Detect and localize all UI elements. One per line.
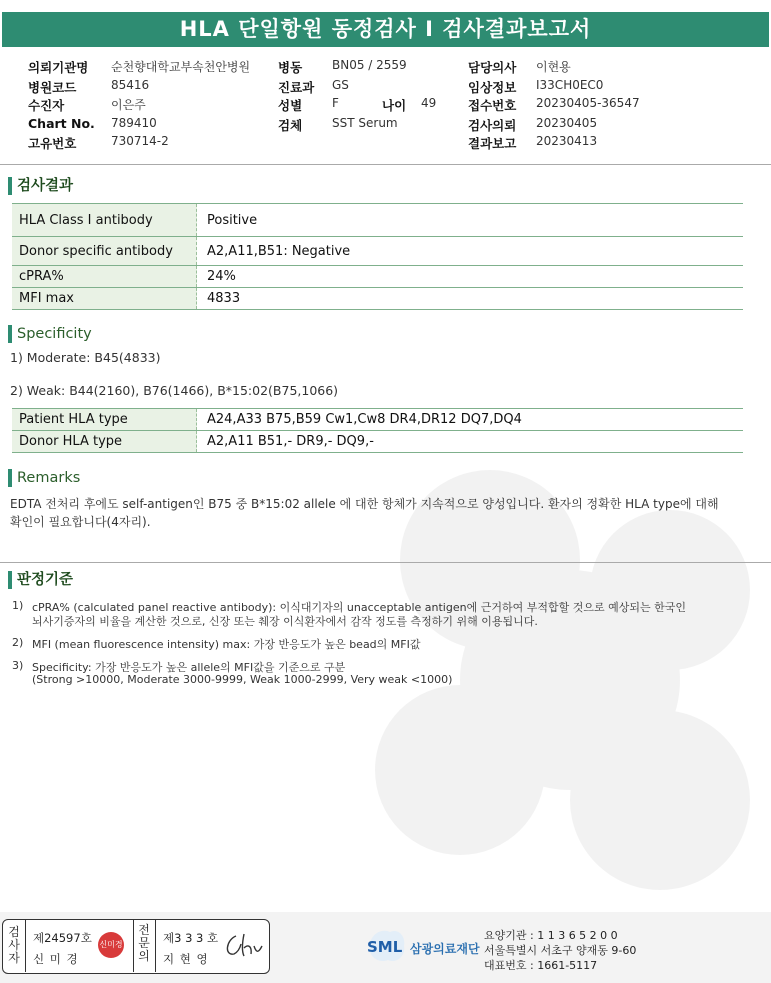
label-age: 나이	[382, 98, 407, 113]
result-key: cPRA%	[12, 266, 197, 287]
value-hospital-code: 85416	[111, 78, 150, 92]
result-row	[12, 237, 743, 265]
value-chart-no: 789410	[111, 116, 157, 130]
care-institution-no: 요양기관 : 1 1 3 6 5 2 0 0	[484, 929, 618, 942]
value-ward: BN05 / 2559	[332, 58, 407, 72]
examiner-label-text: 검 사 자	[8, 925, 20, 965]
label-sex: 성별	[278, 98, 303, 113]
value-request-date: 20230405	[536, 116, 598, 130]
specificity-heading: Specificity	[8, 325, 92, 343]
criteria-num: 1)	[12, 599, 24, 612]
result-row	[12, 204, 743, 236]
label-receipt-no: 접수번호	[468, 98, 517, 113]
specialist-label	[137, 924, 151, 963]
hla-row	[12, 431, 743, 452]
results-heading: 검사결과	[8, 177, 73, 195]
value-specimen: SST Serum	[332, 116, 398, 130]
label-unique-no: 고유번호	[28, 136, 77, 151]
signature-icon	[222, 930, 264, 962]
result-row	[12, 288, 743, 309]
label-chart-no: Chart No.	[28, 116, 95, 131]
result-key: Donor specific antibody	[12, 237, 197, 265]
examiner-label	[7, 926, 21, 965]
org-name: 삼광의료재단	[410, 942, 480, 956]
table-line	[12, 452, 743, 453]
criteria-num: 3)	[12, 659, 24, 672]
examiner-name: 신 미 경	[33, 952, 79, 966]
divider	[0, 164, 771, 165]
hla-key: Donor HLA type	[12, 431, 197, 452]
divider	[25, 919, 26, 972]
specialist-label-text: 전 문 의	[138, 923, 150, 963]
result-value: Positive	[207, 212, 258, 228]
result-value: A2,A11,B51: Negative	[207, 243, 351, 259]
examiner-license-no: 제24597호	[33, 931, 92, 945]
specialist-license-no: 제3 3 3 호	[163, 931, 219, 945]
org-phone: 대표번호 : 1661-5117	[484, 959, 598, 972]
value-department: GS	[332, 78, 349, 92]
value-clinical-info: I33CH0EC0	[536, 78, 604, 92]
report-title: HLA 단일항원 동정검사 I 검사결과보고서	[2, 12, 769, 47]
sml-logo-text: SML	[367, 938, 403, 956]
specialist-name: 지 현 영	[163, 952, 209, 966]
value-age: 49	[421, 96, 437, 110]
criteria-text: (Strong >10000, Moderate 3000-9999, Weak 1000-2999, Very weak <1000)	[32, 673, 453, 686]
criteria-heading: 판정기준	[8, 571, 73, 589]
remarks-line-1: EDTA 전처리 후에도 self-antigen인 B75 중 B*15:02 allele 에 대한 항체가 지속적으로 양성입니다. 환자의 정확한 HLA type에 대해	[10, 497, 719, 511]
org-address: 서울특별시 서초구 양재동 9-60	[484, 944, 637, 957]
specificity-weak: 2) Weak: B44(2160), B76(1466), B*15:02(B75,1066)	[10, 383, 339, 398]
value-receipt-no: 20230405-36547	[536, 96, 640, 110]
value-physician: 이현용	[536, 60, 571, 74]
sml-logo-icon	[366, 926, 408, 966]
remarks-heading: Remarks	[8, 469, 80, 487]
label-requesting-institution: 의뢰기관명	[28, 60, 89, 75]
hla-row	[12, 409, 743, 430]
remarks-line-2: 확인이 필요합니다(4자리).	[10, 515, 151, 529]
label-specimen: 검체	[278, 118, 303, 133]
label-department: 진료과	[278, 80, 315, 95]
label-report-date: 결과보고	[468, 136, 517, 151]
divider	[133, 919, 134, 972]
label-clinical-info: 임상정보	[468, 80, 517, 95]
label-ward: 병동	[278, 60, 303, 75]
value-patient-name: 이은주	[111, 98, 146, 112]
value-unique-no: 730714-2	[111, 134, 169, 148]
criteria-text: 뇌사기증자의 비율을 계산한 것으로, 신장 또는 췌장 이식환자에서 감작 정도를 측정하기 위해 이용됩니다.	[32, 615, 538, 628]
hla-key: Patient HLA type	[12, 409, 197, 430]
label-physician: 담당의사	[468, 60, 517, 75]
criteria-text: cPRA% (calculated panel reactive antibody): 이식대기자의 unacceptable antigen에 근거하여 부적합할 것으로 예상되는 한국인	[32, 601, 686, 614]
divider	[155, 919, 156, 972]
specificity-moderate: 1) Moderate: B45(4833)	[10, 350, 161, 365]
value-sex: F	[332, 96, 339, 110]
result-key: HLA Class I antibody	[12, 204, 197, 236]
hla-value: A2,A11 B51,- DR9,- DQ9,-	[207, 434, 374, 449]
hla-value: A24,A33 B75,B59 Cw1,Cw8 DR4,DR12 DQ7,DQ4	[207, 412, 522, 427]
table-line	[12, 309, 743, 310]
criteria-num: 2)	[12, 636, 24, 649]
result-value: 24%	[207, 269, 236, 284]
divider	[0, 562, 771, 563]
criteria-text: MFI (mean fluorescence intensity) max: 가장 반응도가 높은 bead의 MFI값	[32, 638, 421, 651]
label-patient-name: 수진자	[28, 98, 65, 113]
label-hospital-code: 병원코드	[28, 80, 77, 95]
value-requesting-institution: 순천향대학교부속천안병원	[111, 60, 251, 74]
label-request-date: 검사의뢰	[468, 118, 517, 133]
result-key: MFI max	[12, 288, 197, 309]
criteria-text: Specificity: 가장 반응도가 높은 allele의 MFI값을 기준으로 구분	[32, 661, 346, 674]
seal-stamp: 신미경	[98, 932, 124, 958]
value-report-date: 20230413	[536, 134, 598, 148]
result-row	[12, 266, 743, 287]
result-value: 4833	[207, 291, 241, 306]
